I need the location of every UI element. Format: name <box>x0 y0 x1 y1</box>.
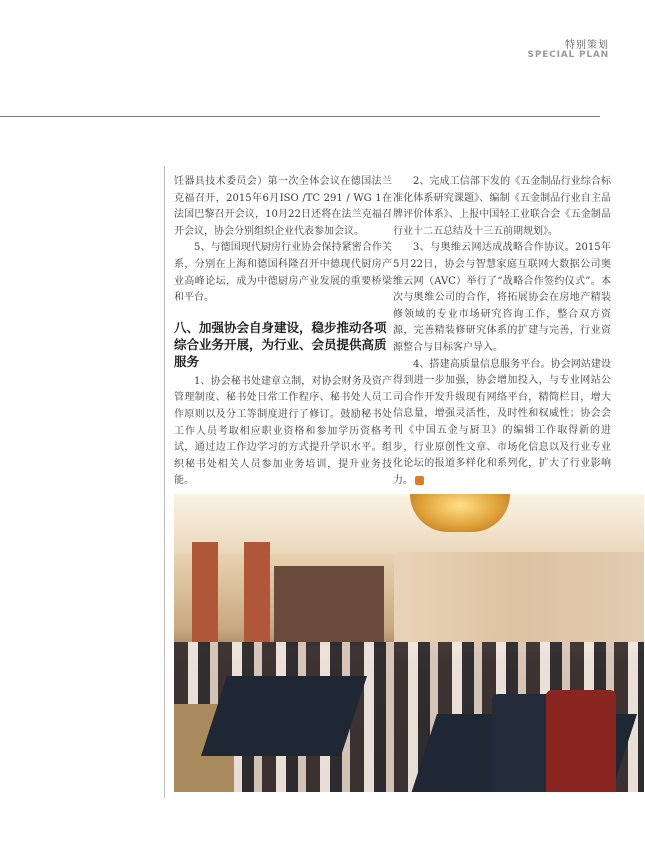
section-heading: 八、加强协会自身建设，稳步推动各项综合业务开展，为行业、会员提供高质服务 <box>174 319 387 369</box>
header-divider <box>0 116 600 117</box>
attendee <box>492 694 552 792</box>
margin-rule <box>164 166 165 798</box>
section-title-cn: 特别策划 <box>565 40 609 51</box>
right-wall <box>394 552 644 652</box>
end-mark-icon <box>415 476 424 485</box>
attendee <box>546 690 616 792</box>
paragraph: 1、协会秘书处建章立制，对协会财务及资产管理制度、秘书处日常工作程序、秘书处人员工作原则以及分工等制度进行了修订。鼓励秘书处工作人员考取相应职业资格和参加学历资格考试，通过边工作边学习的方式提升学识水平。组织秘书处相关人员参加业务培训，提升业务技能。 <box>174 375 392 487</box>
paragraph: 2、完成工信部下发的《五金制品行业综合标准化体系研究课题》、编制《五金制品行业自主品牌评价体系》、上报中国轻工业联合会《五金制品行业十二五总结及十三五前期规划》。 <box>393 176 611 237</box>
conference-photo <box>174 494 644 792</box>
right-text-column <box>393 174 611 489</box>
wall-panel <box>244 542 270 642</box>
paragraph: 5、与德国现代厨房行业协会保持紧密合作关系，分别在上海和德国科隆召开中德现代厨房产业高峰论坛，成为中德厨房产业发展的重要桥梁和平台。 <box>174 242 392 304</box>
section-title-en: SPECIAL PLAN <box>527 50 609 60</box>
conference-table <box>201 676 367 756</box>
paragraph-last <box>393 357 611 490</box>
left-text-column <box>174 174 392 490</box>
paragraph: 饪器具技术委员会）第一次全体会议在德国法兰克福召开，2015年6月ISO /TC 291 / WG 1在法国巴黎召开会议，10月22日还将在法兰克福召开会议，协会分别组织企业代表参加会议。 <box>174 176 392 237</box>
stage <box>274 566 384 646</box>
paragraph-text: 4、搭建高质量信息服务平台。协会网站建设得到进一步加强，协会增加投入，与专业网站公司合作开发升级现有网络平台，精简栏目，增大信息量，增强灵活性，及时性和权威性；协会会刊《中国五金与厨卫》的编辑工作取得新的进步，行业原创性文章、市场化信息以及行业专业化论坛的报道多样化和系列化，扩大了行业影响力。 <box>393 358 611 486</box>
paragraph: 3、与奥维云网达成战略合作协议。2015年5月22日，协会与智慧家庭互联网大数据公司奥维云网（AVC）举行了“战略合作签约仪式”。本次与奥维公司的合作，将拓展协会在房地产精装修领域的专业市场研究咨询工作，整合双方资源，完善精装修研究体系的扩建与完善，行业资源整合与目标客户导入。 <box>393 242 611 353</box>
wall-panel <box>192 542 218 642</box>
